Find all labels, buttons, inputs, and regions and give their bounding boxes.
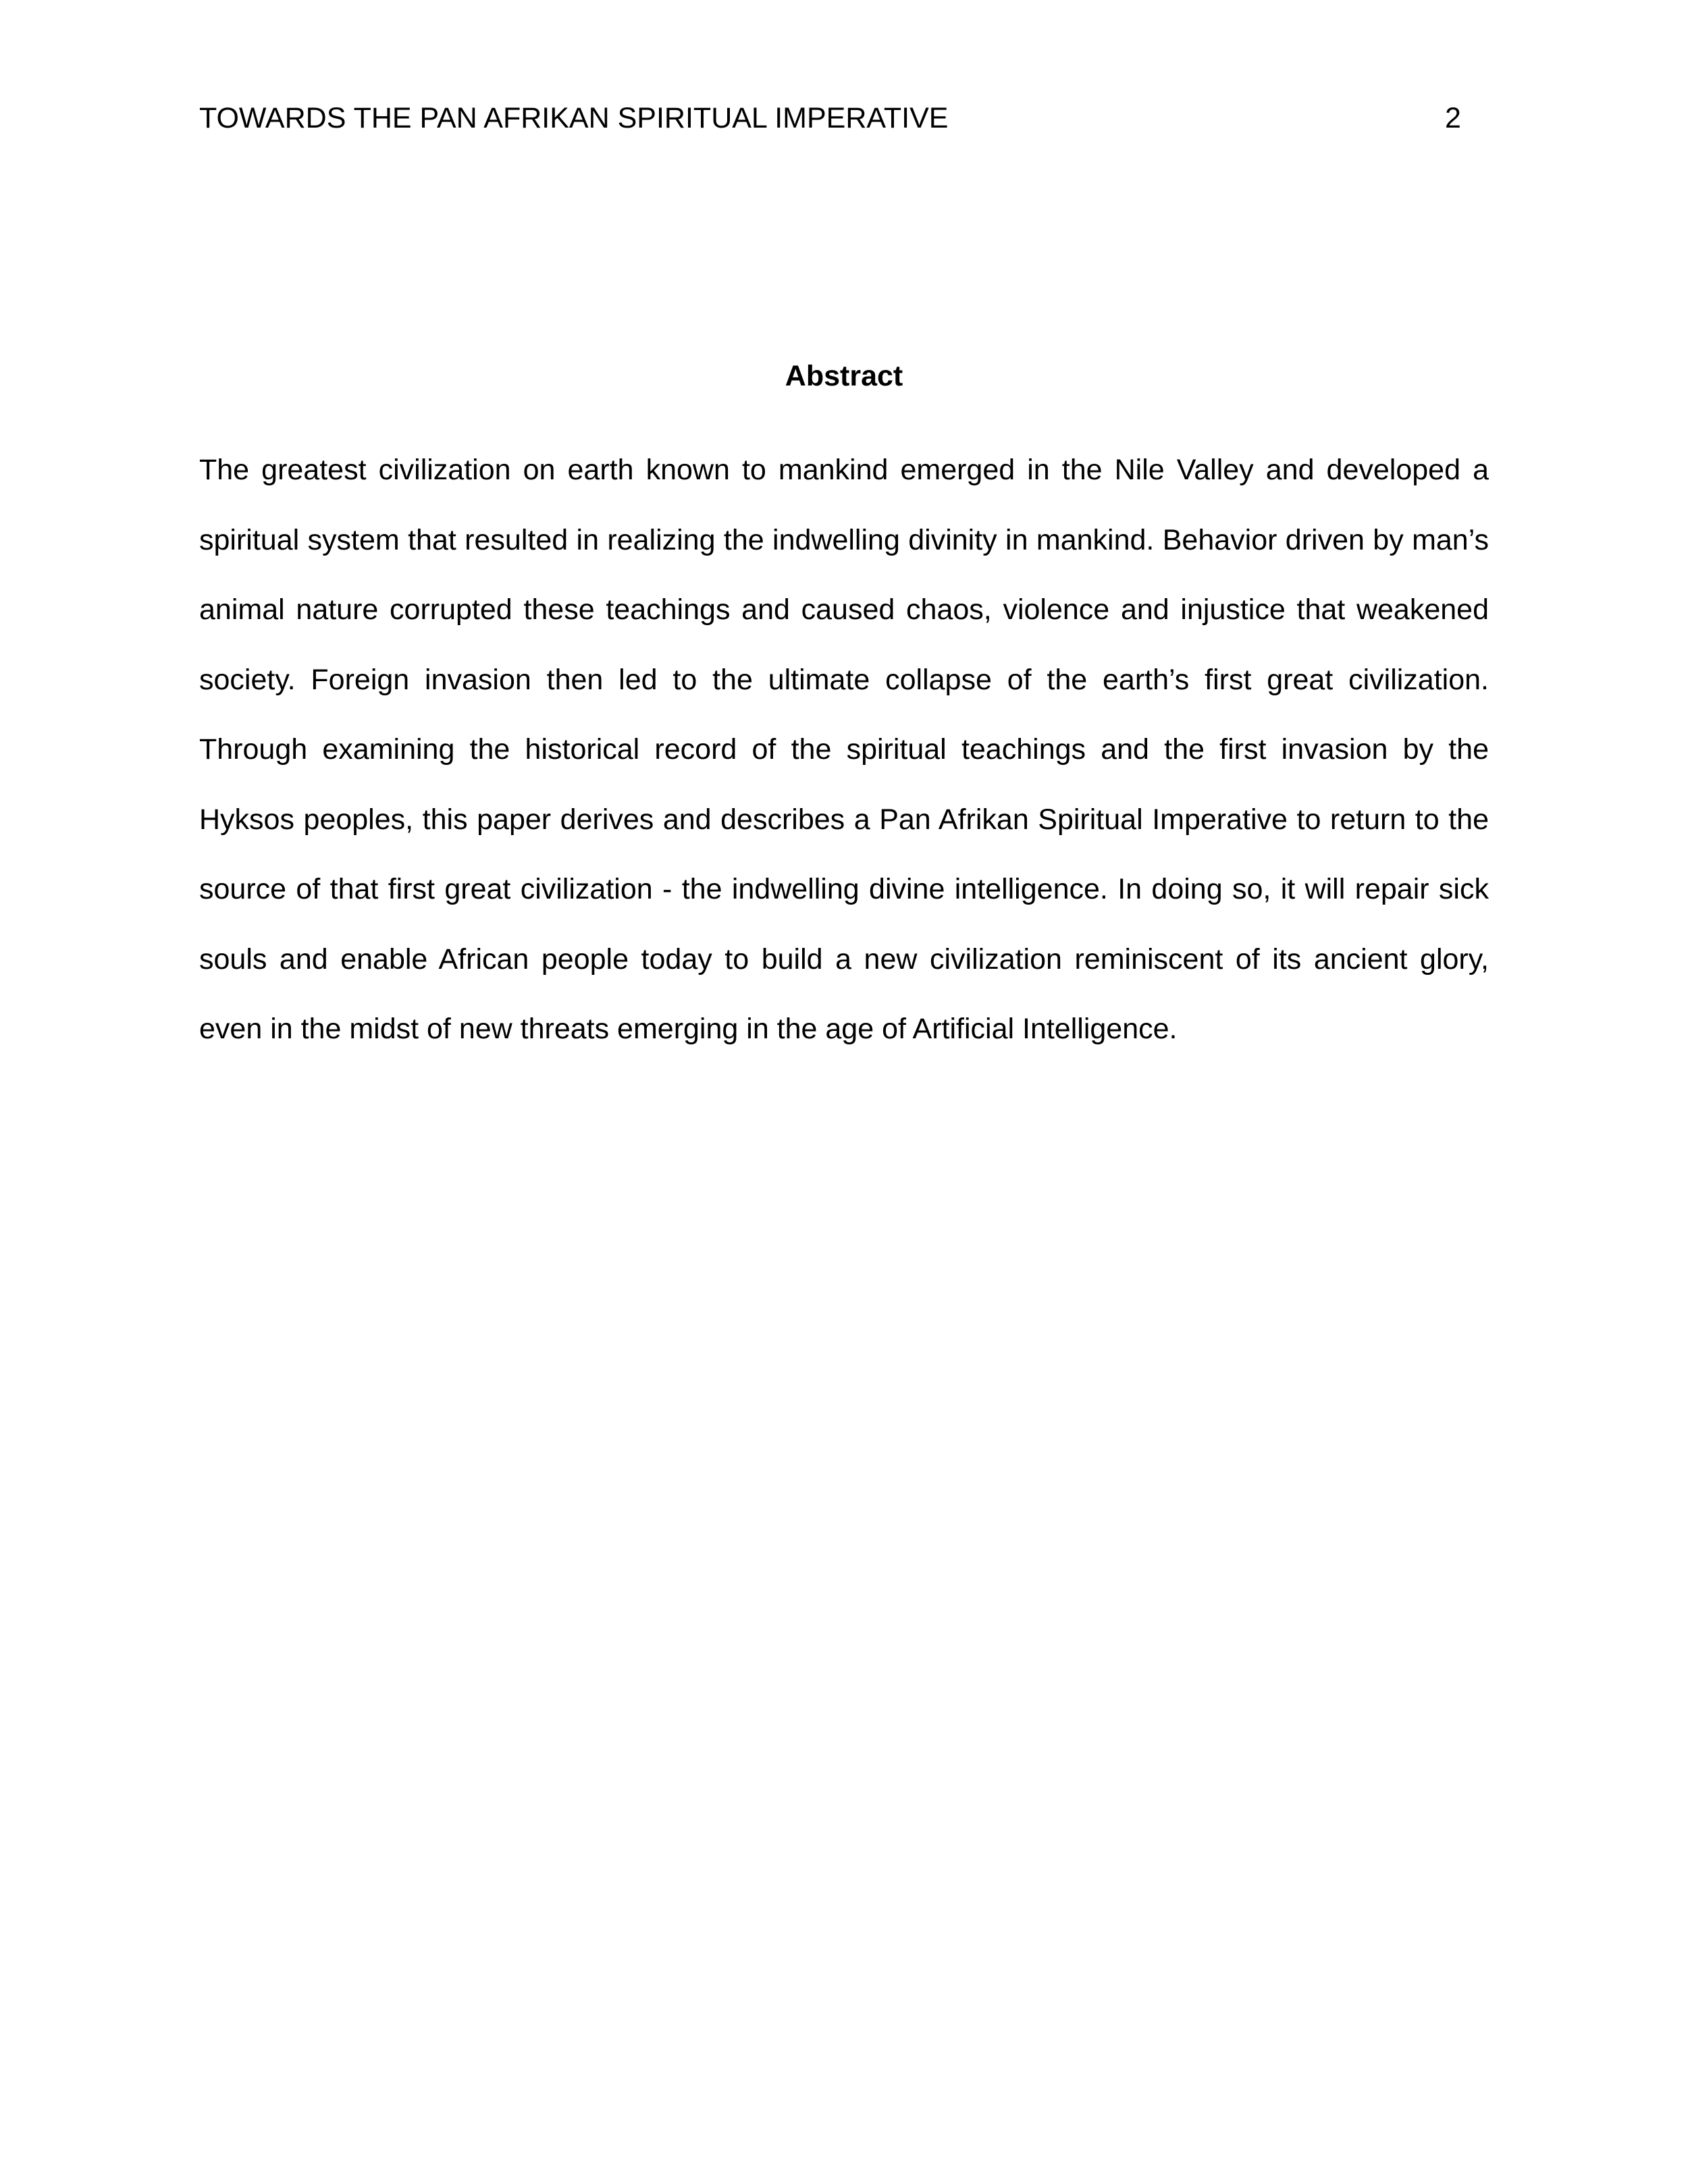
running-head: TOWARDS THE PAN AFRIKAN SPIRITUAL IMPERATIVE	[199, 102, 949, 134]
page-number: 2	[1445, 102, 1461, 134]
abstract-paragraph: The greatest civilization on earth known to mankind emerged in the Nile Valley and developed a spiritual system that resulted in realizing the indwelling divinity in mankind. Behavior driven by man’s animal nature corrupted these teachings and caused chaos, violence and injustice that weakened society. Foreign invasion then led to the ultimate collapse of the earth’s first great civilization. Through examining the historical record of the spiritual teachings and the first invasion by the Hyksos peoples, this paper derives and describes a Pan Afrikan Spiritual Imperative to return to the source of that first great civilization - the indwelling divine intelligence. In doing so, it will repair sick souls and enable African people today to build a new civilization reminiscent of its ancient glory, even in the midst of new threats emerging in the age of Artificial Intelligence.	[199, 454, 1489, 1045]
abstract-heading: Abstract	[785, 360, 903, 392]
